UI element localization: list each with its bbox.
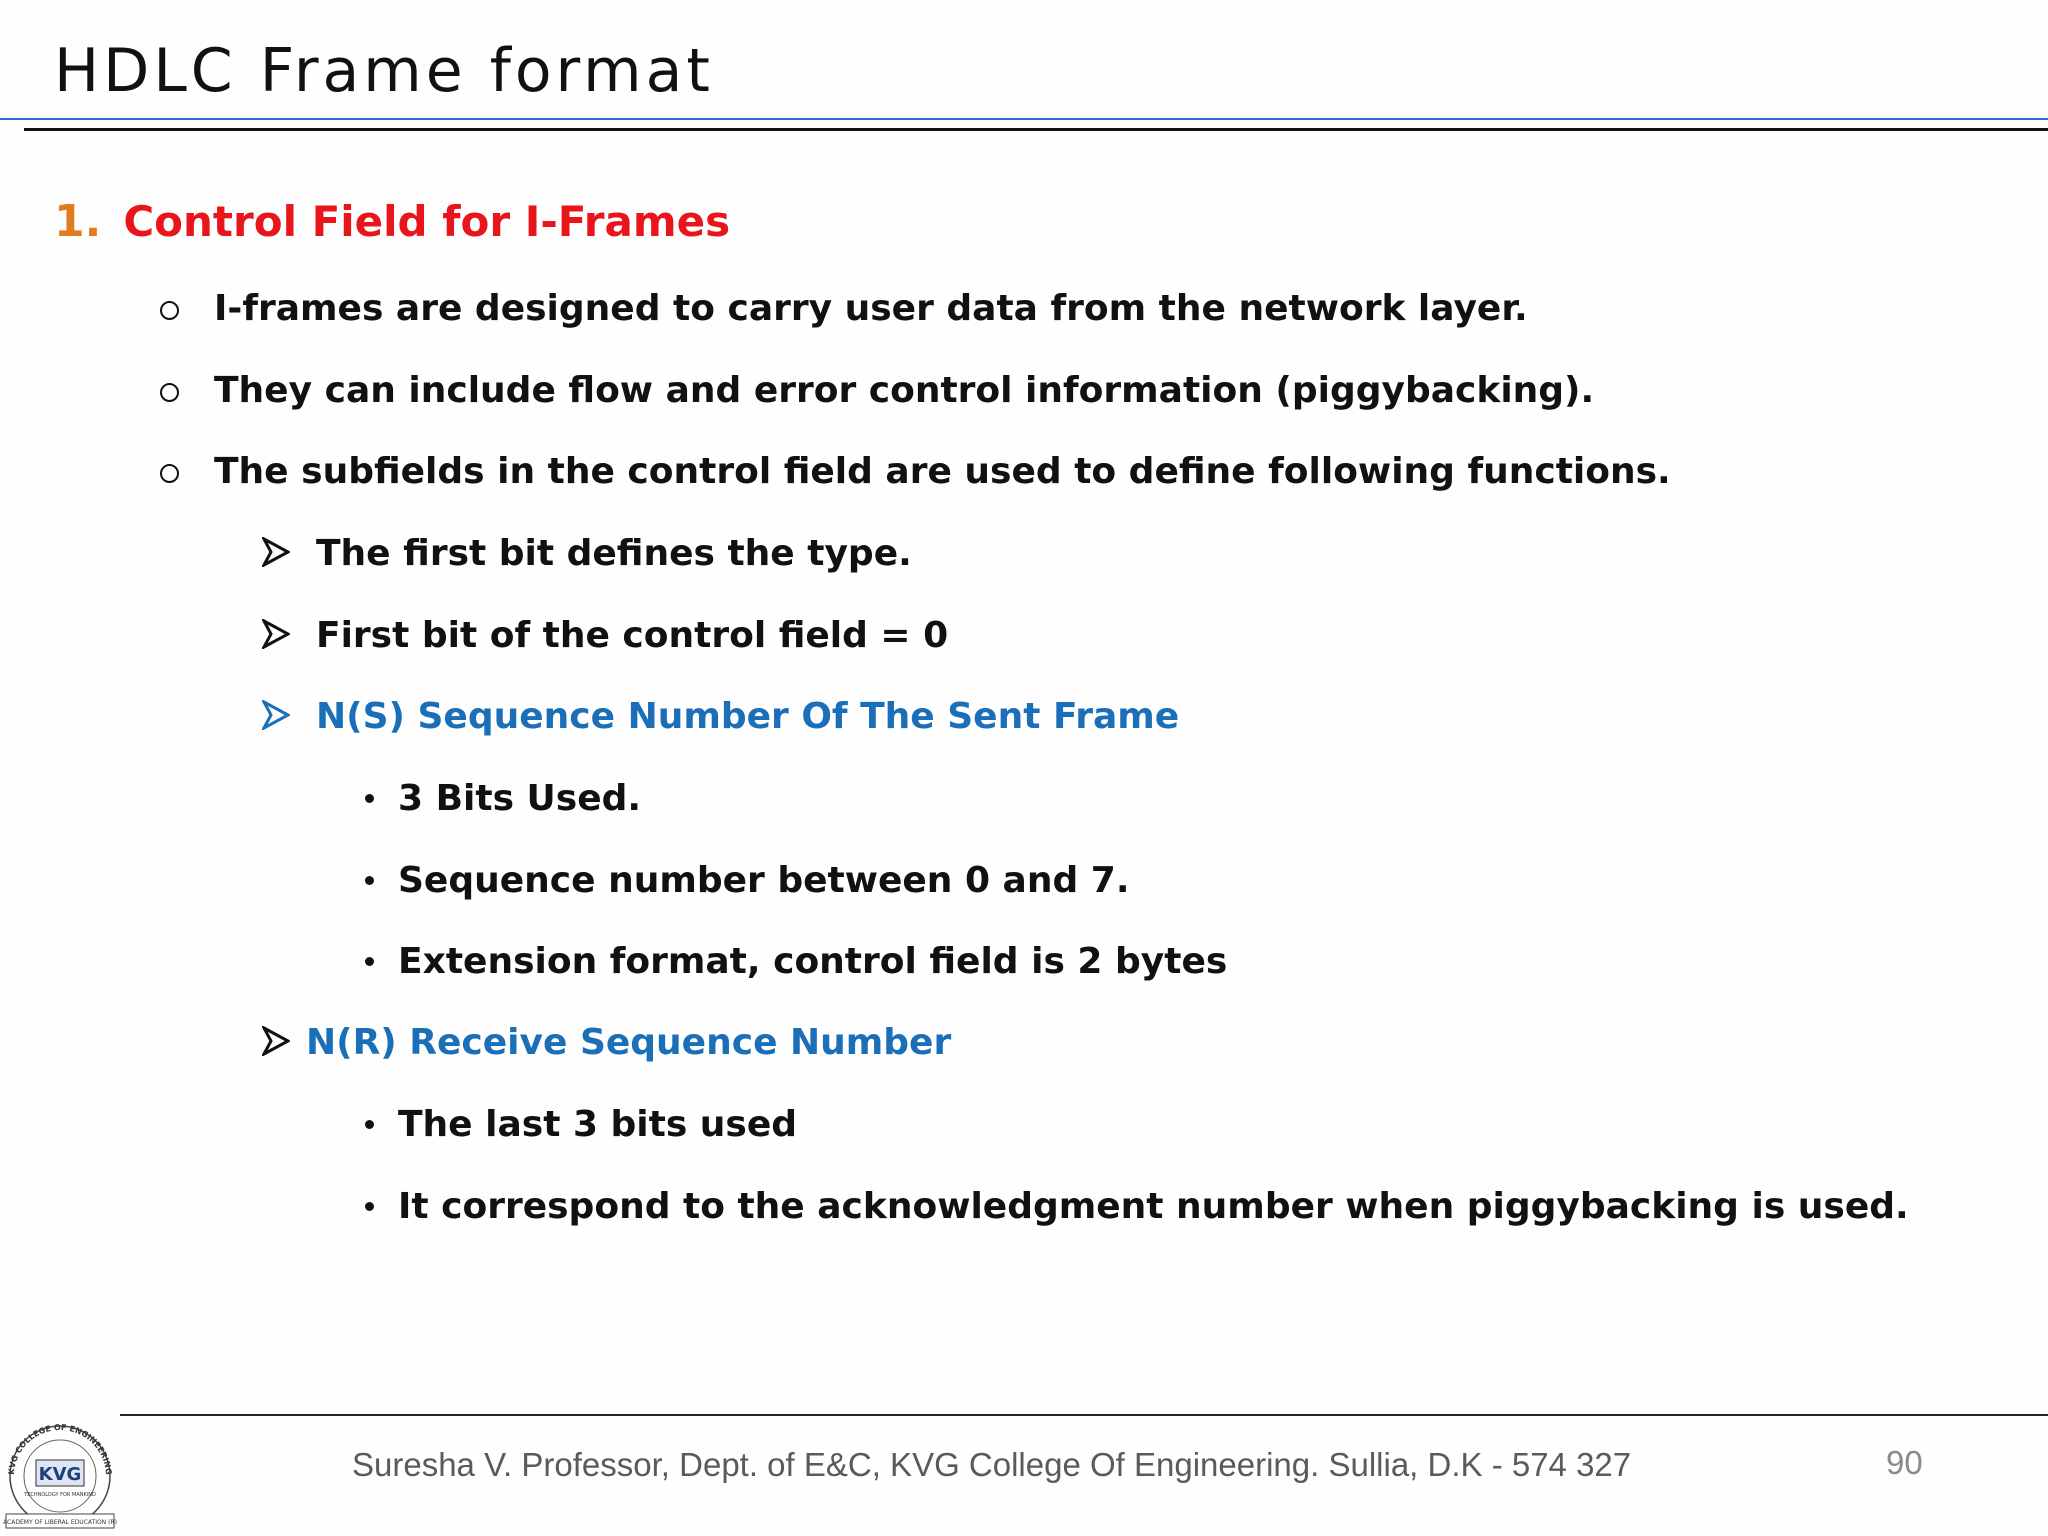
subpoint-type-bit: The first bit defines the type. [316,533,912,574]
bullet-iframes-purpose: I-frames are designed to carry user data from the network layer. [214,288,1528,329]
subpoint-nr-heading: N(R) Receive Sequence Number [306,1022,952,1063]
nr-item-last-bits: The last 3 bits used [398,1104,798,1145]
ns-item-extension-format: Extension format, control field is 2 bytes [398,941,1228,982]
arrowhead-bullet-icon [262,1026,290,1056]
arrowhead-bullet-icon [262,700,290,730]
page-number: 90 [1886,1444,1923,1481]
ns-item-bits-used: 3 Bits Used. [398,778,642,819]
hollow-circle-icon [160,301,179,320]
college-logo [0,1416,120,1534]
hollow-circle-icon [160,383,179,402]
title-underline-black [24,128,2048,131]
nr-item-acknowledgment: It correspond to the acknowledgment number when piggybacking is used. [398,1186,1909,1227]
logo-plaque-text: ACADEMY OF LIBERAL EDUCATION (R) [3,1519,117,1526]
logo-motto: TECHNOLOGY FOR MANKIND [24,1492,96,1498]
bullet-subfields: The subfields in the control field are used to define following functions. [214,451,1671,492]
section-heading [54,196,730,247]
subpoint-first-bit: First bit of the control field = 0 [316,615,949,656]
footer-credit: Suresha V. Professor, Dept. of E&C, KVG College Of Engineering. Sullia, D.K - 574 327 [352,1446,1632,1483]
subpoint-ns-heading: N(S) Sequence Number Of The Sent Frame [316,696,1180,737]
dot-bullet-icon [365,876,374,885]
dot-bullet-icon [365,1120,374,1129]
bullet-flow-error-control: They can include flow and error control information (piggybacking). [214,370,1595,411]
hollow-circle-icon [160,464,179,483]
title-underline-blue [0,118,2048,120]
section-number: 1. [54,196,102,247]
logo-emblem-text: KVG [38,1464,82,1485]
slide-title: HDLC Frame format [54,36,714,106]
arrowhead-bullet-icon [262,619,290,649]
dot-bullet-icon [365,1202,374,1211]
arrowhead-bullet-icon [262,537,290,567]
logo-arc-text: KVG COLLEGE OF ENGINEERING [6,1422,114,1476]
section-title: Control Field for I-Frames [123,197,731,246]
ns-item-sequence-range: Sequence number between 0 and 7. [398,860,1130,901]
dot-bullet-icon [365,794,374,803]
footer-divider [120,1414,2048,1416]
dot-bullet-icon [365,957,374,966]
